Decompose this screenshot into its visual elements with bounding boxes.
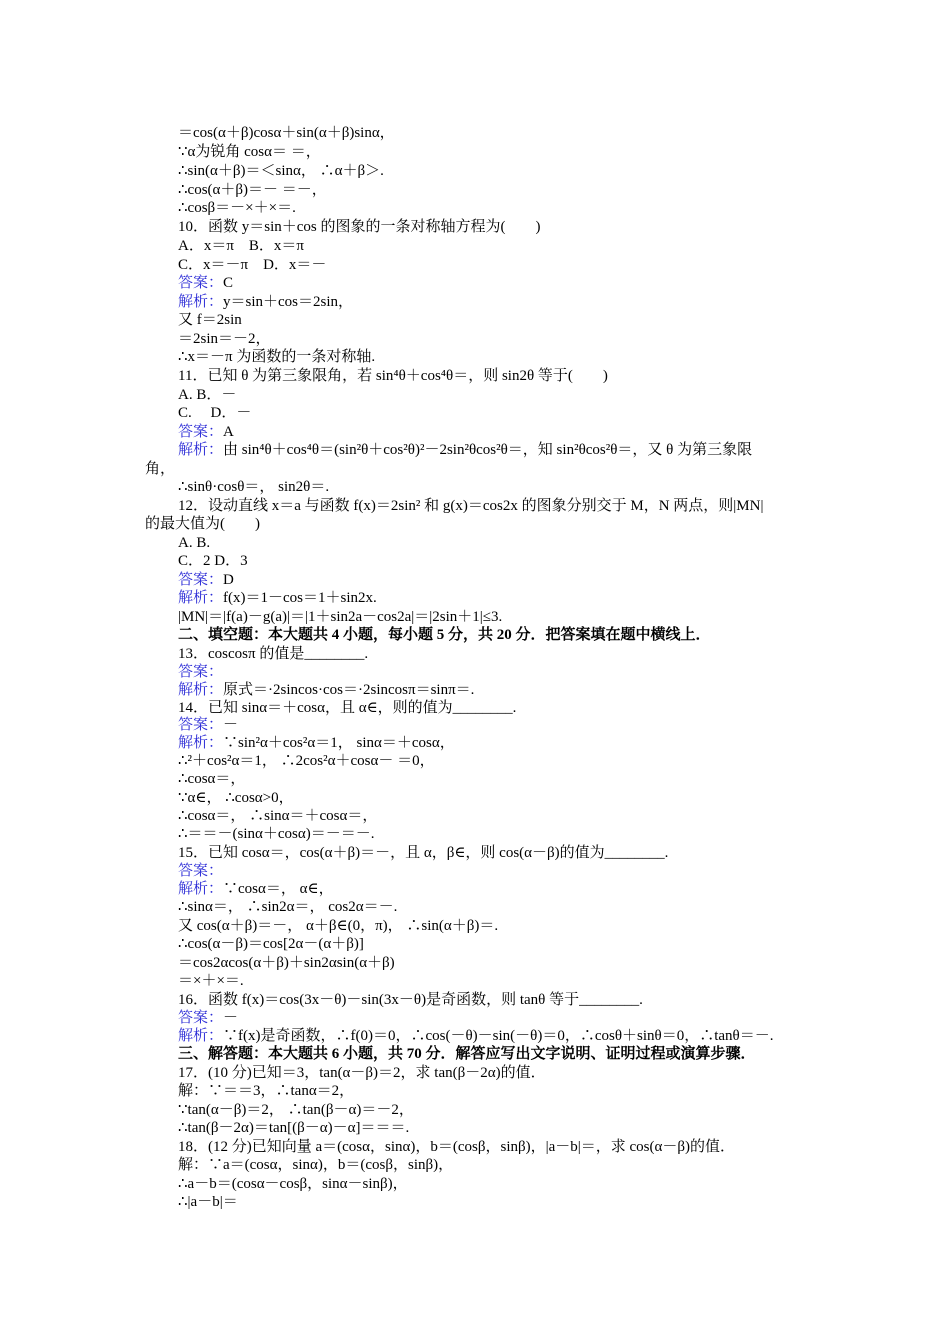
analysis-text: ∵sin²α＋cos²α＝1， sinα＝＋cosα， bbox=[223, 735, 455, 751]
option-line: C. D．－ bbox=[178, 405, 252, 421]
option-line: A. B．－ bbox=[178, 387, 237, 403]
answer-value: C bbox=[223, 275, 234, 291]
solution-line: 解：∵a＝(cosα，sinα)，b＝(cosβ，sinβ)， bbox=[178, 1157, 454, 1173]
analysis-label: 解析： bbox=[178, 735, 224, 751]
solution-line: ∴a－b＝(cosα－cosβ，sinα－sinβ)， bbox=[178, 1176, 408, 1192]
answer-value: － bbox=[223, 1010, 239, 1026]
solution-line: ∴tan(β－2α)＝tan[(β－α)－α]＝＝＝. bbox=[178, 1120, 410, 1136]
question-10: 10．函数 y＝sin＋cos 的图象的一条对称轴方程为( ) bbox=[178, 219, 541, 235]
analysis-text: y＝sin＋cos＝2sin， bbox=[223, 294, 354, 310]
text-line: 的最大值为( ) bbox=[145, 516, 260, 532]
text-line: ∴sin(α＋β)＝＜sinα， ∴α＋β＞. bbox=[178, 163, 384, 179]
option-line: A. B. bbox=[178, 535, 211, 551]
answer-label: 答案： bbox=[178, 664, 224, 680]
analysis-text: f(x)＝1－cos＝1＋sin2x. bbox=[223, 590, 377, 606]
analysis-line bbox=[178, 880, 334, 899]
section-heading-solutions: 三、解答题：本大题共 6 小题，共 70 分．解答应写出文字说明、证明过程或演算步骤． bbox=[178, 1046, 756, 1062]
answer-label: 答案： bbox=[178, 1010, 224, 1026]
solution-line: ∵tan(α－β)＝2， ∴tan(β－α)＝－2， bbox=[178, 1102, 414, 1118]
text-line: ∵α∈， ∴cosα>0， bbox=[178, 790, 294, 806]
answer-value: A bbox=[223, 424, 234, 440]
question-14: 14．已知 sinα＝＋cosα，且 α∈，则的值为________. bbox=[178, 700, 517, 716]
analysis-label: 解析： bbox=[178, 682, 224, 698]
analysis-line bbox=[178, 293, 353, 312]
question-11: 11．已知 θ 为第三象限角，若 sin⁴θ＋cos⁴θ＝，则 sin2θ 等于( ) bbox=[178, 368, 608, 384]
analysis-line bbox=[178, 589, 377, 608]
text-line: ∵α为锐角 cosα＝ ＝， bbox=[178, 144, 321, 160]
question-15: 15．已知 cosα＝，cos(α＋β)＝－，且 α，β∈，则 cos(α－β)的值为________. bbox=[178, 845, 669, 861]
analysis-text: 原式＝·2sincos·cos＝·2sincosπ＝sinπ＝. bbox=[223, 682, 475, 698]
text-line: ∴cosα＝， bbox=[178, 771, 246, 787]
text-line: ∴x＝－π 为函数的一条对称轴. bbox=[178, 349, 376, 365]
analysis-line bbox=[178, 1027, 773, 1046]
answer-label: 答案： bbox=[178, 275, 224, 291]
solution-line: ∴|a－b|＝ bbox=[178, 1194, 238, 1210]
text-line: ＝2sin＝－2， bbox=[178, 331, 271, 347]
question-18: 18．(12 分)已知向量 a＝(cosα，sinα)，b＝(cosβ，sinβ)，|a－b|＝，求 cos(α－β)的值． bbox=[178, 1139, 736, 1155]
analysis-text: ∵f(x)是奇函数，∴f(0)＝0，∴cos(－θ)－sin(－θ)＝0，∴cosθ＋sinθ＝0，∴tanθ＝－. bbox=[223, 1028, 774, 1044]
text-line: ＝cos(α＋β)cosα＋sin(α＋β)sinα， bbox=[178, 125, 395, 141]
text-line: ∴sinα＝， ∴sin2α＝， cos2α＝－. bbox=[178, 899, 398, 915]
text-line: ∴cos(α＋β)＝－ ＝－， bbox=[178, 182, 327, 198]
answer-line bbox=[178, 274, 233, 293]
analysis-label: 解析： bbox=[178, 1028, 224, 1044]
analysis-label: 解析： bbox=[178, 881, 224, 897]
answer-label: 答案： bbox=[178, 424, 224, 440]
question-16: 16．函数 f(x)＝cos(3x－θ)－sin(3x－θ)是奇函数，则 tanθ 等于________. bbox=[178, 992, 643, 1008]
answer-line bbox=[178, 663, 223, 682]
answer-value: － bbox=[223, 717, 239, 733]
text-line: ＝×＋×＝. bbox=[178, 973, 244, 989]
analysis-label: 解析： bbox=[178, 590, 224, 606]
answer-line bbox=[178, 571, 234, 590]
text-line: 又 f＝2sin bbox=[178, 312, 242, 328]
analysis-line bbox=[178, 734, 455, 753]
question-17: 17．(10 分)已知＝3，tan(α－β)＝2，求 tan(β－2α)的值． bbox=[178, 1065, 546, 1081]
answer-line bbox=[178, 423, 234, 442]
solution-line: 解：∵＝＝3，∴tanα＝2， bbox=[178, 1083, 355, 1099]
section-heading-fill-in: 二、填空题：本大题共 4 小题，每小题 5 分，共 20 分．把答案填在题中横线上． bbox=[178, 627, 711, 643]
question-12: 12．设动直线 x＝a 与函数 f(x)＝2sin² 和 g(x)＝cos2x 的图象分别交于 M，N 两点，则|MN| bbox=[178, 498, 764, 514]
answer-line bbox=[178, 716, 238, 735]
text-line: ∴²＋cos²α＝1， ∴2cos²α＋cosα－ ＝0， bbox=[178, 753, 435, 769]
analysis-text: 由 sin⁴θ＋cos⁴θ＝(sin²θ＋cos²θ)²－2sin²θcos²θ＝，知 sin²θcos²θ＝，又 θ 为第三象限 bbox=[223, 442, 753, 458]
text-line: ＝cos2αcos(α＋β)＋sin2αsin(α＋β) bbox=[178, 955, 395, 971]
text-line: ∴cosα＝， ∴sinα＝＋cosα＝， bbox=[178, 808, 378, 824]
option-line: C．x＝－π D．x＝－ bbox=[178, 257, 327, 273]
analysis-line bbox=[178, 441, 752, 460]
text-line: ∴sinθ·cosθ＝， sin2θ＝. bbox=[178, 479, 330, 495]
analysis-label: 解析： bbox=[178, 294, 224, 310]
answer-label: 答案： bbox=[178, 717, 224, 733]
option-line: A．x＝π B．x＝π bbox=[178, 238, 304, 254]
text-line: ∴＝＝－(sinα＋cosα)＝－＝－. bbox=[178, 826, 375, 842]
answer-value: D bbox=[223, 572, 234, 588]
answer-label: 答案： bbox=[178, 572, 224, 588]
analysis-label: 解析： bbox=[178, 442, 224, 458]
answer-line bbox=[178, 862, 223, 881]
text-line: ∴cosβ＝－×＋×＝. bbox=[178, 200, 296, 216]
text-line: |MN|＝|f(a)－g(a)|＝|1＋sin2a－cos2a|＝|2sin＋1|≤3. bbox=[178, 609, 503, 625]
text-line: ∴cos(α－β)＝cos[2α－(α＋β)] bbox=[178, 936, 364, 952]
answer-label: 答案： bbox=[178, 863, 224, 879]
text-line: 又 cos(α＋β)＝－， α＋β∈(0，π)， ∴sin(α＋β)＝. bbox=[178, 918, 499, 934]
text-line: 角， bbox=[145, 461, 176, 477]
analysis-text: ∵cosα＝， α∈， bbox=[223, 881, 334, 897]
question-13: 13．coscosπ 的值是________. bbox=[178, 646, 369, 662]
answer-line bbox=[178, 1009, 238, 1028]
analysis-line bbox=[178, 681, 474, 700]
option-line: C．2 D．3 bbox=[178, 553, 248, 569]
